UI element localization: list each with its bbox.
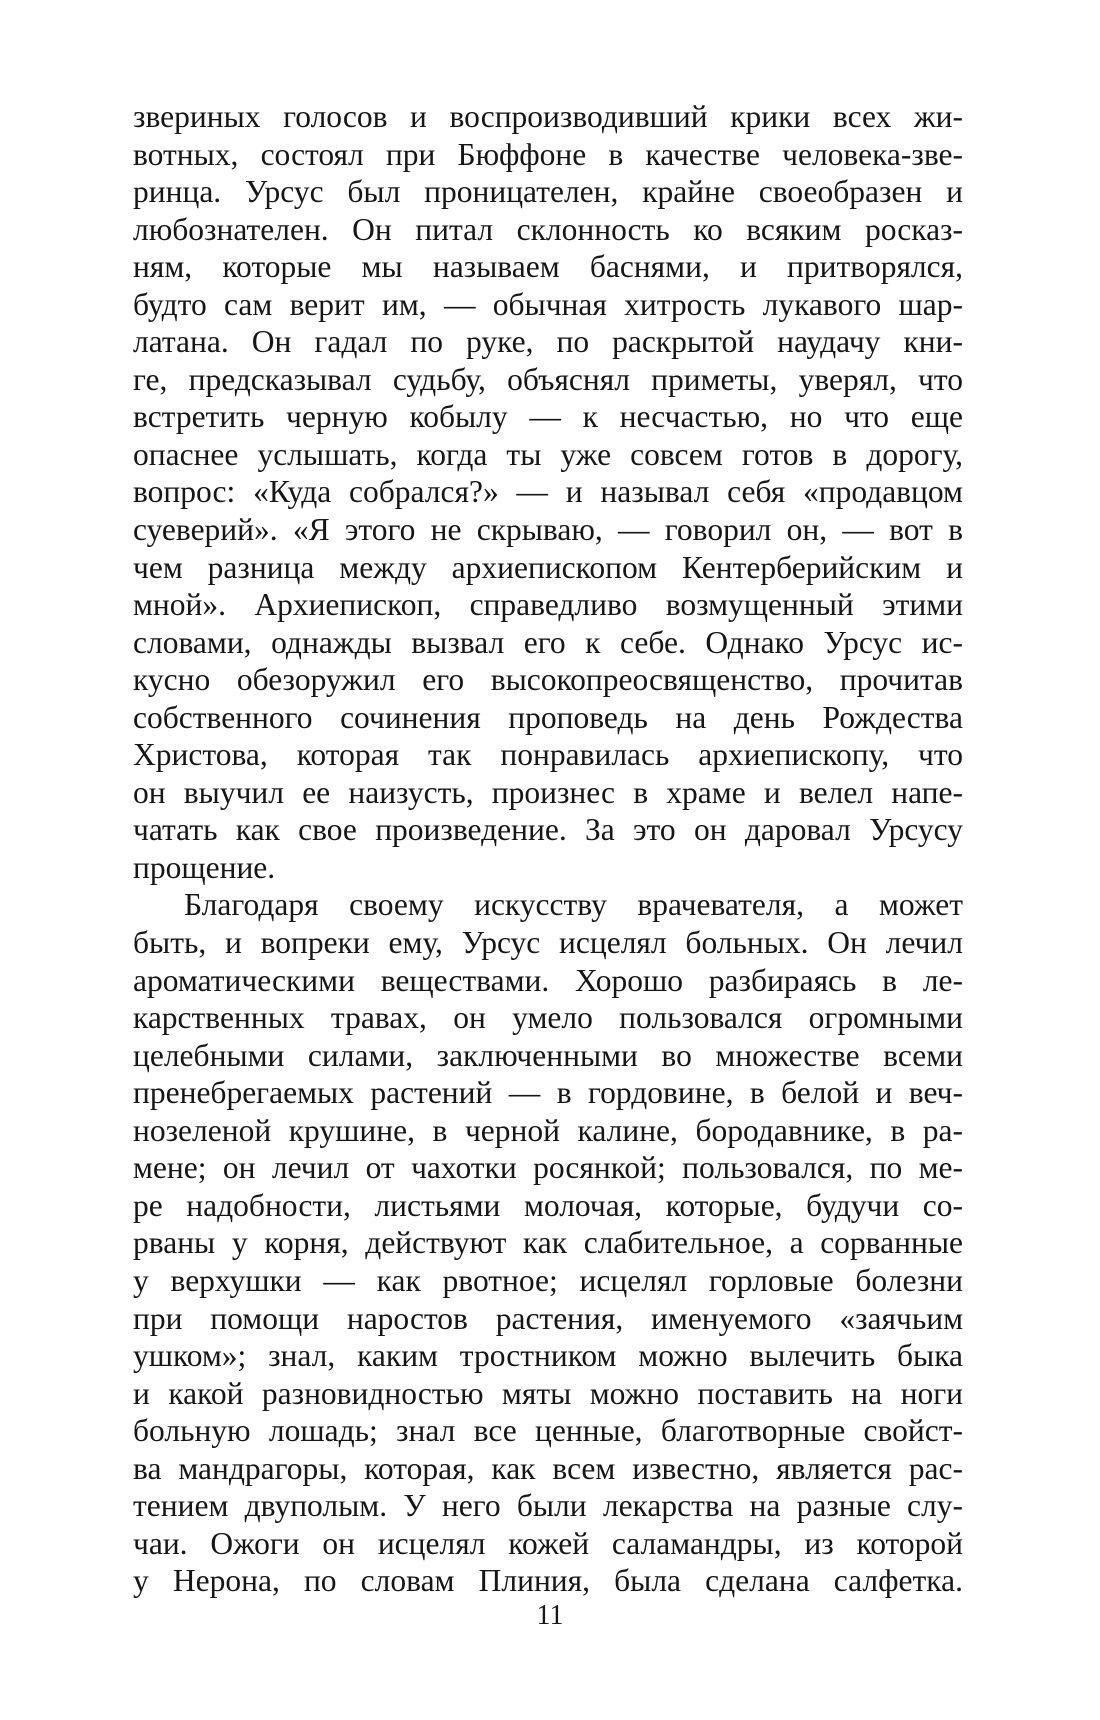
text-line: кусно обезоружил его высокопреосвященство, прочитав [133,662,963,698]
text-line: мене; он лечил от чахотки росянкой; пользовался, по ме- [133,1150,963,1186]
text-line: Христова, которая так понравилась архиепископу, что [133,737,963,773]
text-line: и какой разновидностью мяты можно поставить на ноги [133,1375,963,1411]
text-line: чаи. Ожоги он исцелял кожей саламандры, из которой [133,1525,963,1561]
text-line: быть, и вопреки ему, Урсус исцелял больных. Он лечил [133,925,963,961]
text-line: нозеленой крушине, в черной калине, бородавнике, в ра- [133,1112,963,1148]
text-line: прощение. [133,849,276,885]
text-line: вотных, состоял при Бюффоне в качестве человека-зве- [133,136,963,172]
text-line: он выучил ее наизусть, произнес в храме и велел напе- [133,774,963,810]
text-line: больную лошадь; знал все ценные, благотворные свойст- [133,1413,963,1449]
text-line: звериных голосов и воспроизводивший крики всех жи- [133,99,963,134]
text-line: словами, однажды вызвал его к себе. Однако Урсус ис- [133,624,963,660]
text-line: ре надобности, листьями молочая, которые, будучи со- [133,1187,963,1223]
text-line: Благодаря своему искусству врачевателя, а может [184,887,963,923]
text-line: карственных травах, он умело пользовался огромными [133,1000,963,1036]
body-text [133,98,963,1600]
text-line: пренебрегаемых растений — в гордовине, в белой и веч- [133,1075,963,1111]
text-line: тением двуполым. У него были лекарства на разные слу- [133,1488,963,1524]
text-line: собственного сочинения проповедь на день Рождества [133,699,963,735]
text-line: ринца. Урсус был проницателен, крайне своеобразен и [133,174,963,210]
text-line: латана. Он гадал по руке, по раскрытой наудачу кни- [133,324,963,360]
text-line: у верхушки — как рвотное; исцелял горловые болезни [133,1262,963,1298]
text-line: рваны у корня, действуют как слабительное, а сорванные [133,1225,963,1261]
text-line: суеверий». «Я этого не скрываю, — говорил он, — вот в [133,512,963,548]
text-line: вопрос: «Куда собрался?» — и называл себя «продавцом [133,474,963,510]
text-line: у Нерона, по словам Плиния, была сделана салфетка. [133,1563,963,1599]
text-line: при помощи наростов растения, именуемого «заячьим [133,1300,963,1336]
text-line: любознателен. Он питал склонность ко всяким росказ- [133,211,963,247]
text-line: ням, которые мы называем баснями, и притворялся, [133,249,963,285]
text-line: ге, предсказывал судьбу, объяснял приметы, уверял, что [133,361,963,397]
text-line: мной». Архиепископ, справедливо возмущенный этими [133,587,963,623]
text-line: чем разница между архиепископом Кентерберийским и [133,549,963,585]
text-line: ароматическими веществами. Хорошо разбираясь в ле- [133,962,963,998]
text-line: будто сам верит им, — обычная хитрость лукавого шар- [133,286,963,322]
text-line: ушком»; знал, каким тростником можно вылечить быка [133,1338,963,1374]
text-line: чатать как свое произведение. За это он даровал Урсусу [133,812,963,848]
text-line: целебными силами, заключенными во множестве всеми [133,1037,963,1073]
text-line: опаснее услышать, когда ты уже совсем готов в дорогу, [133,436,963,472]
text-line: ва мандрагоры, которая, как всем известно, является рас- [133,1450,963,1486]
page-number: 11 [536,1600,564,1631]
text-line: встретить черную кобылу — к несчастью, но что еще [133,399,963,435]
